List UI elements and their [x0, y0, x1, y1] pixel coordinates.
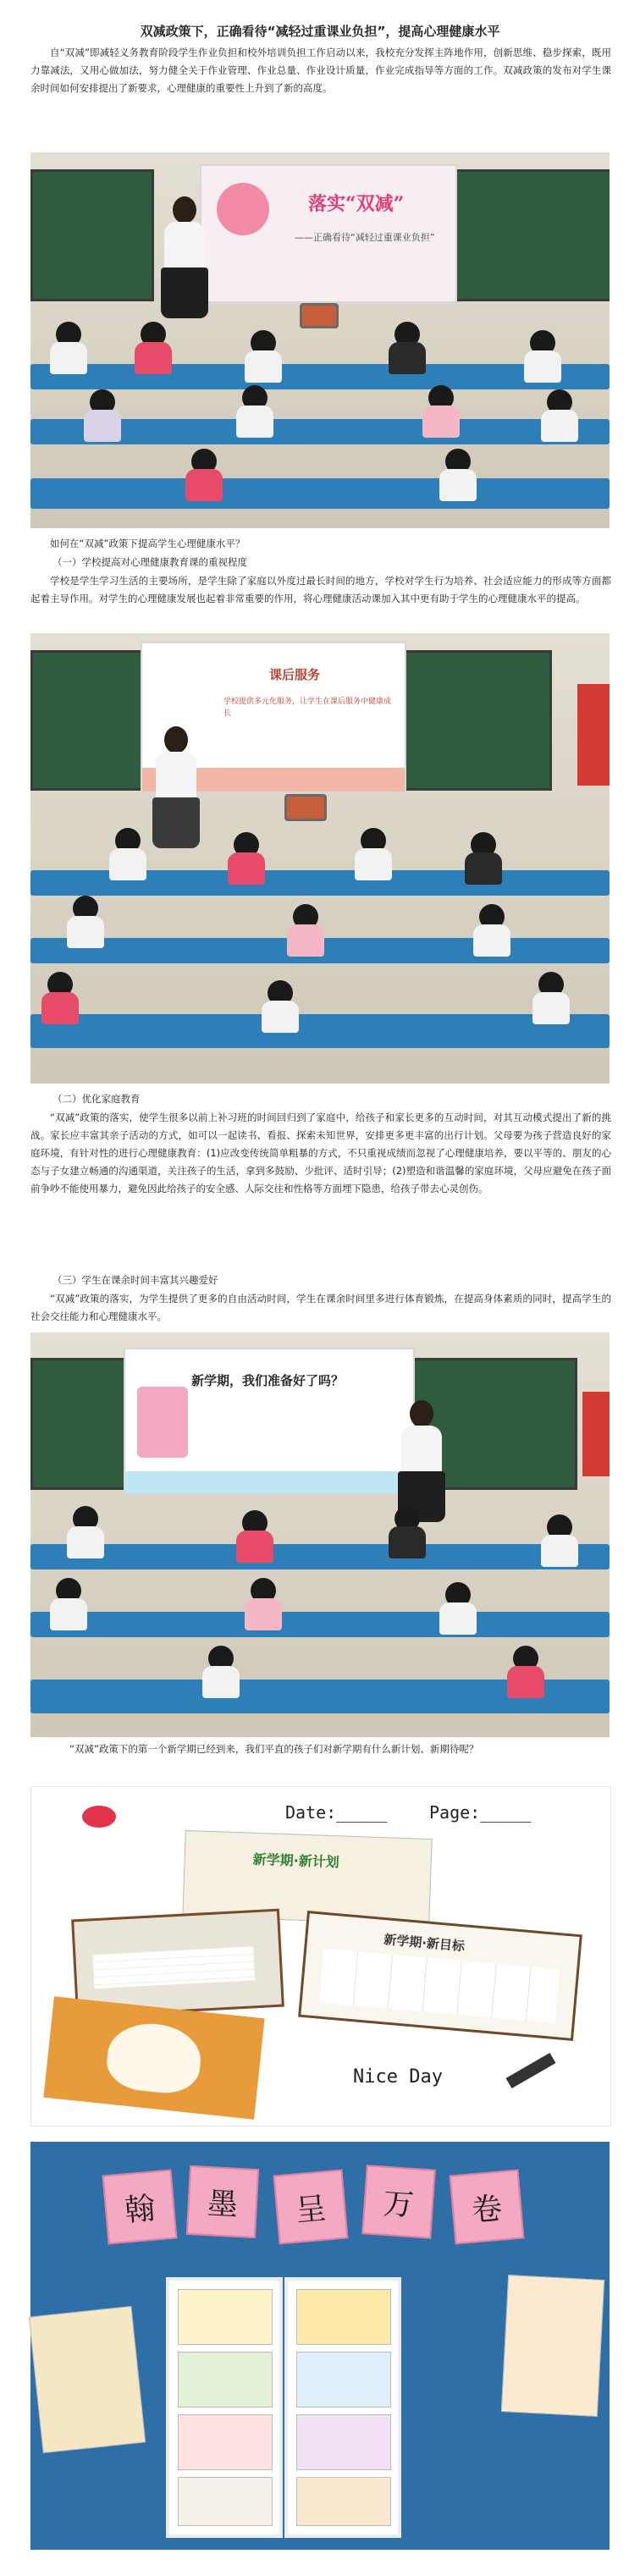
artwork-item — [296, 2414, 391, 2470]
screen-footer-band — [125, 1471, 413, 1493]
student-figure — [538, 1514, 581, 1567]
classroom-photo-1 — [30, 152, 610, 528]
student-figure — [386, 322, 428, 374]
student-figure — [200, 1646, 242, 1698]
artwork-poster — [29, 2306, 146, 2453]
screen-subtitle: 学校提供多元化服务，让学生在课后服务中健康成长 — [223, 698, 392, 718]
artwork-poster — [501, 2275, 604, 2417]
exhibit-char-card: 翰 — [102, 2170, 178, 2245]
student-figure — [521, 330, 564, 383]
heart-icon — [82, 1806, 116, 1828]
exhibit-char-card: 卷 — [450, 2170, 525, 2245]
plan-card-title: 新学期·新计划 — [252, 1851, 340, 1871]
student-figure — [64, 896, 107, 948]
projector-screen — [200, 164, 457, 303]
blackboard-left — [30, 169, 154, 301]
student-figure — [183, 449, 225, 501]
page-label: Page:_____ — [429, 1802, 532, 1823]
exhibit-wall — [30, 2142, 610, 2550]
screen-title: 落实“双减” — [308, 193, 405, 215]
student-figure — [259, 980, 301, 1033]
desk-row — [30, 1014, 610, 1048]
artwork-item — [178, 2352, 273, 2408]
student-figure — [538, 389, 581, 442]
section2-heading: （二）优化家庭教育 — [52, 1093, 141, 1105]
closing-line: “双减”政策下的第一个新学期已经到来，我们平直的孩子们对新学期有什么新计划、新期待呢？ — [69, 1743, 479, 1755]
wall-sign — [300, 303, 339, 328]
student-figure — [107, 828, 149, 880]
student-figure — [471, 904, 513, 957]
section1-heading: （一）学校提高对心理健康教育课的重视程度 — [52, 556, 247, 568]
plan-card — [43, 1996, 264, 2119]
blackboard-left — [30, 650, 146, 791]
section1-paragraph: 学校是学生学习生活的主要场所，是学生除了家庭以外度过最长时间的地方，学校对学生行为培养、社会适应能力的形成等方面都起着主导作用。对学生的心理健康发展也起着非常重要的作用，将心理健康活动课加入其中更有助于学生的心理健康水平的提高。 — [30, 575, 611, 604]
plan-card-grid — [319, 1949, 560, 2023]
date-label: Date:_____ — [285, 1802, 388, 1823]
artwork-item — [178, 2414, 273, 2470]
artwork-column — [284, 2277, 401, 2538]
teacher-figure — [149, 726, 203, 853]
student-figure — [505, 1646, 547, 1698]
pencil-icon — [506, 2053, 556, 2088]
exhibit-char-card: 呈 — [273, 2170, 349, 2245]
blackboard-right — [403, 650, 552, 791]
house-graphic — [137, 1387, 188, 1458]
student-figure — [234, 385, 276, 438]
wall-sign — [284, 794, 327, 821]
student-figure — [284, 904, 327, 957]
artwork-item — [296, 2477, 391, 2526]
student-figure — [47, 1578, 90, 1630]
article-title: 双减政策下，正确看待“减轻过重课业负担”，提高心理健康水平 — [140, 24, 500, 39]
balloon-icon — [217, 183, 269, 235]
blackboard-left — [30, 1358, 137, 1490]
classroom-photo-2 — [30, 633, 610, 1084]
student-figure — [420, 385, 462, 438]
section3-heading: （三）学生在课余时间丰富其兴趣爱好 — [52, 1274, 218, 1286]
desk-row — [30, 1544, 610, 1569]
screen-subtitle: ——正确看待“减轻过重课业负担” — [295, 232, 435, 243]
intro-paragraph: 自“双减”即减轻义务教育阶段学生作业负担和校外培训负担工作启动以来，我校充分发挥主阵地作用，创新思维、稳步探索，既用力靠减法，又用心做加法，努力健全关于作业管理、作业总量、作业设计质量，作业完成指导等方面的工作。双减政策的发布对学生课余时间如何安排提出了新要求，心理健康的重要性上升到了新的高度。 — [30, 47, 611, 94]
red-banner — [582, 1392, 610, 1476]
artwork-item — [296, 2289, 391, 2345]
exhibit-char-card: 万 — [361, 2165, 436, 2239]
plan-collage — [30, 1786, 611, 2126]
projector-screen — [124, 1348, 415, 1495]
student-figure — [437, 449, 479, 501]
student-figure — [64, 1506, 107, 1558]
question-line: 如何在“双减”政策下提高学生心理健康水平？ — [50, 538, 246, 549]
screen-title: 课后服务 — [269, 667, 321, 682]
section2-paragraph: “双减”政策的落实，使学生很多以前上补习班的时间回归到了家庭中，给孩子和家长更多的互动时间，对其互动模式提出了新的挑战。家长应丰富其亲子活动的方式，如可以一起读书、看报、探索未知世界，安排更多更丰富的出行计划。父母要为孩子营造良好的家庭环境，有针对性的进行心理健康教育：(1)应改变传统简单粗暴的方式，不只重视成绩而忽视了心理健康培养，要以平等的、朋友的心态与子女建立畅通的沟通渠道，关注孩子的生活，拿到多鼓励、少批评、适时引导；(2)塑造和谐温馨的家庭环境，父母应避免在孩子面前争吵不能使用暴力，避免因此给孩子的安全感、人际交往和性格等方面埋下隐患，给孩子带去心灵创伤。 — [30, 1111, 611, 1194]
student-figure — [132, 322, 174, 374]
teacher-figure — [157, 196, 212, 323]
blackboard-right — [454, 169, 610, 301]
student-figure — [462, 832, 505, 885]
student-figure — [437, 1582, 479, 1635]
classroom-photo-3 — [30, 1332, 610, 1737]
student-figure — [242, 330, 284, 383]
desk-row — [30, 478, 610, 509]
student-figure — [234, 1510, 276, 1563]
student-figure — [530, 972, 572, 1024]
plan-card — [298, 1911, 582, 2041]
screen-title: 新学期，我们准备好了吗？ — [191, 1373, 345, 1388]
plan-card-lines — [92, 1946, 255, 1989]
heart-card — [104, 2019, 204, 2096]
artwork-item — [178, 2477, 273, 2526]
student-figure — [39, 972, 81, 1024]
student-figure — [352, 828, 394, 880]
student-figure — [386, 1506, 428, 1558]
student-figure — [225, 832, 268, 885]
student-figure — [242, 1578, 284, 1630]
exhibit-char-card: 墨 — [186, 2165, 259, 2238]
artwork-item — [178, 2289, 273, 2345]
red-banner — [577, 684, 610, 786]
artwork-column — [166, 2277, 283, 2538]
section3-paragraph: “双减”政策的落实，为学生提供了更多的自由活动时间，学生在课余时间里多进行体育锻炼，在提高身体素质的同时，提高学生的社会交往能力和心理健康水平。 — [30, 1293, 611, 1322]
nice-day-label: Nice Day — [353, 2066, 443, 2088]
plan-card-title: 新学期·新目标 — [383, 1932, 466, 1955]
student-figure — [47, 322, 90, 374]
artwork-item — [296, 2352, 391, 2408]
desk-row — [30, 1612, 610, 1637]
student-figure — [81, 389, 124, 442]
